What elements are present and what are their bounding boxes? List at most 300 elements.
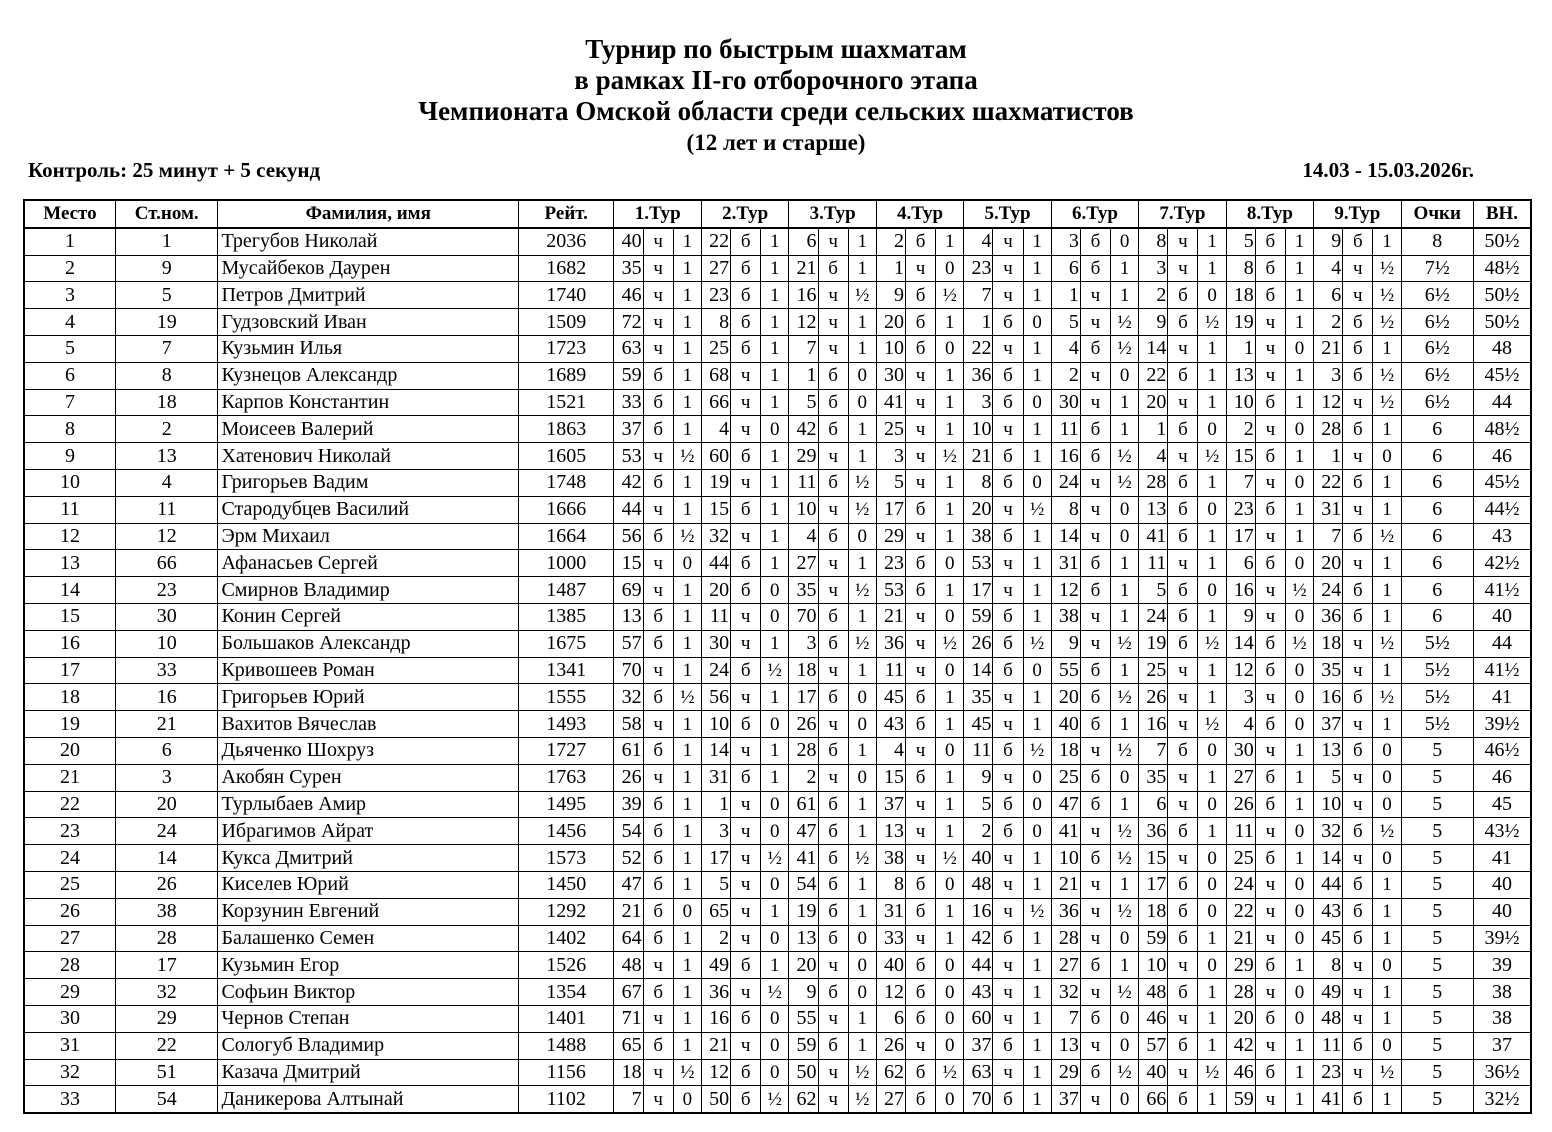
color-cell: ч xyxy=(1255,898,1285,925)
color-cell: ч xyxy=(1255,979,1285,1006)
opponent-cell: 38 xyxy=(964,523,993,550)
opponent-cell: 21 xyxy=(1226,925,1255,952)
place-cell: 25 xyxy=(24,871,115,898)
result-cell: 1 xyxy=(1373,871,1401,898)
opponent-cell: 31 xyxy=(1314,496,1343,523)
result-cell: ½ xyxy=(848,1059,876,1086)
result-cell: 1 xyxy=(848,1005,876,1032)
player-name-cell: Акобян Сурен xyxy=(218,764,519,791)
player-name-cell: Петров Дмитрий xyxy=(218,282,519,309)
result-cell: 0 xyxy=(1023,818,1051,845)
color-cell: б xyxy=(1343,684,1373,711)
result-cell: ½ xyxy=(848,469,876,496)
color-cell: б xyxy=(731,657,761,684)
opponent-cell: 24 xyxy=(1139,603,1168,630)
player-name-cell: Киселев Юрий xyxy=(218,871,519,898)
color-cell: б xyxy=(731,1059,761,1086)
player-name-cell: Смирнов Владимир xyxy=(218,577,519,604)
result-cell: 0 xyxy=(1198,845,1226,872)
opponent-cell: 6 xyxy=(1314,282,1343,309)
result-cell: 1 xyxy=(1285,1059,1313,1086)
opponent-cell: 27 xyxy=(701,255,730,282)
opponent-cell: 17 xyxy=(1226,523,1255,550)
result-cell: 1 xyxy=(1198,255,1226,282)
result-cell: ½ xyxy=(1023,496,1051,523)
color-cell: ч xyxy=(731,389,761,416)
buchholz-cell: 38 xyxy=(1473,1005,1531,1032)
opponent-cell: 32 xyxy=(1051,979,1080,1006)
color-cell: б xyxy=(818,845,848,872)
opponent-cell: 11 xyxy=(964,737,993,764)
opponent-cell: 1 xyxy=(1051,282,1080,309)
color-cell: ч xyxy=(1343,282,1373,309)
opponent-cell: 25 xyxy=(701,335,730,362)
opponent-cell: 40 xyxy=(876,952,905,979)
result-cell: 1 xyxy=(1285,523,1313,550)
place-cell: 2 xyxy=(24,255,115,282)
points-cell: 5 xyxy=(1401,737,1473,764)
player-name-cell: Кривошеев Роман xyxy=(218,657,519,684)
opponent-cell: 67 xyxy=(614,979,643,1006)
color-cell: ч xyxy=(905,416,935,443)
color-cell: ч xyxy=(643,952,673,979)
opponent-cell: 36 xyxy=(1051,898,1080,925)
result-cell: ½ xyxy=(1373,282,1401,309)
rating-cell: 1385 xyxy=(519,603,614,630)
result-cell: ½ xyxy=(936,845,964,872)
start-no-cell: 30 xyxy=(115,603,218,630)
color-cell: ч xyxy=(993,496,1023,523)
result-cell: 1 xyxy=(761,523,789,550)
color-cell: ч xyxy=(1080,1032,1110,1059)
opponent-cell: 49 xyxy=(1314,979,1343,1006)
opponent-cell: 47 xyxy=(1051,791,1080,818)
start-no-cell: 19 xyxy=(115,309,218,336)
color-cell: б xyxy=(1343,469,1373,496)
result-cell: 0 xyxy=(1285,979,1313,1006)
buchholz-cell: 45 xyxy=(1473,791,1531,818)
color-cell: б xyxy=(1255,550,1285,577)
buchholz-cell: 45½ xyxy=(1473,362,1531,389)
result-cell: ½ xyxy=(673,443,701,470)
result-cell: 1 xyxy=(673,630,701,657)
opponent-cell: 33 xyxy=(614,389,643,416)
rating-cell: 1740 xyxy=(519,282,614,309)
color-cell: б xyxy=(1080,255,1110,282)
opponent-cell: 11 xyxy=(876,657,905,684)
result-cell: ½ xyxy=(673,1059,701,1086)
color-cell: б xyxy=(1168,469,1198,496)
title-line-4: (12 лет и старше) xyxy=(686,130,866,155)
color-cell: ч xyxy=(993,416,1023,443)
color-cell: б xyxy=(993,603,1023,630)
opponent-cell: 15 xyxy=(701,496,730,523)
opponent-cell: 21 xyxy=(789,255,818,282)
result-cell: 1 xyxy=(1198,1086,1226,1113)
result-cell: ½ xyxy=(1373,362,1401,389)
result-cell: 0 xyxy=(1023,309,1051,336)
opponent-cell: 48 xyxy=(614,952,643,979)
table-row xyxy=(24,1032,1531,1059)
color-cell: ч xyxy=(818,550,848,577)
opponent-cell: 6 xyxy=(876,1005,905,1032)
opponent-cell: 9 xyxy=(789,979,818,1006)
result-cell: ½ xyxy=(1285,577,1313,604)
opponent-cell: 9 xyxy=(964,764,993,791)
place-cell: 30 xyxy=(24,1005,115,1032)
color-cell: б xyxy=(818,523,848,550)
result-cell: 1 xyxy=(1111,282,1139,309)
color-cell: б xyxy=(643,791,673,818)
color-cell: б xyxy=(1343,309,1373,336)
result-cell: 0 xyxy=(936,1086,964,1113)
color-cell: ч xyxy=(1255,335,1285,362)
color-cell: ч xyxy=(818,764,848,791)
color-cell: б xyxy=(818,255,848,282)
result-cell: 0 xyxy=(1198,871,1226,898)
result-cell: 0 xyxy=(1285,416,1313,443)
place-cell: 23 xyxy=(24,818,115,845)
opponent-cell: 32 xyxy=(1314,818,1343,845)
result-cell: 1 xyxy=(673,979,701,1006)
table-row xyxy=(24,389,1531,416)
result-cell: 0 xyxy=(761,871,789,898)
color-cell: ч xyxy=(1255,577,1285,604)
result-cell: 1 xyxy=(936,469,964,496)
points-cell: 5 xyxy=(1401,925,1473,952)
result-cell: 1 xyxy=(1198,362,1226,389)
opponent-cell: 24 xyxy=(1226,871,1255,898)
result-cell: 0 xyxy=(848,711,876,738)
result-cell: ½ xyxy=(1111,335,1139,362)
opponent-cell: 5 xyxy=(1314,764,1343,791)
opponent-cell: 63 xyxy=(964,1059,993,1086)
color-cell: ч xyxy=(993,845,1023,872)
color-cell: ч xyxy=(1168,255,1198,282)
opponent-cell: 20 xyxy=(1139,389,1168,416)
result-cell: 1 xyxy=(761,737,789,764)
buchholz-cell: 40 xyxy=(1473,871,1531,898)
opponent-cell: 14 xyxy=(1139,335,1168,362)
place-cell: 22 xyxy=(24,791,115,818)
result-cell: 1 xyxy=(936,791,964,818)
color-cell: ч xyxy=(818,952,848,979)
color-cell: б xyxy=(1343,577,1373,604)
result-cell: 1 xyxy=(673,952,701,979)
opponent-cell: 2 xyxy=(701,925,730,952)
color-cell: ч xyxy=(1080,979,1110,1006)
color-cell: ч xyxy=(993,871,1023,898)
color-cell: б xyxy=(643,1032,673,1059)
result-cell: ½ xyxy=(1373,523,1401,550)
place-cell: 13 xyxy=(24,550,115,577)
color-cell: б xyxy=(1168,416,1198,443)
opponent-cell: 8 xyxy=(1051,496,1080,523)
color-cell: ч xyxy=(818,1059,848,1086)
color-cell: ч xyxy=(1168,1059,1198,1086)
opponent-cell: 13 xyxy=(1226,362,1255,389)
color-cell: б xyxy=(643,684,673,711)
opponent-cell: 55 xyxy=(789,1005,818,1032)
result-cell: 0 xyxy=(936,1005,964,1032)
opponent-cell: 16 xyxy=(1226,577,1255,604)
place-cell: 10 xyxy=(24,469,115,496)
col-round-3: 3.Тур xyxy=(789,200,876,228)
color-cell: ч xyxy=(905,523,935,550)
result-cell: 1 xyxy=(761,764,789,791)
opponent-cell: 7 xyxy=(614,1086,643,1113)
opponent-cell: 12 xyxy=(789,309,818,336)
result-cell: 1 xyxy=(1023,282,1051,309)
place-cell: 9 xyxy=(24,443,115,470)
opponent-cell: 7 xyxy=(1314,523,1343,550)
opponent-cell: 21 xyxy=(964,443,993,470)
opponent-cell: 25 xyxy=(1051,764,1080,791)
opponent-cell: 41 xyxy=(1314,1086,1343,1113)
opponent-cell: 8 xyxy=(701,309,730,336)
opponent-cell: 42 xyxy=(1226,1032,1255,1059)
buchholz-cell: 36½ xyxy=(1473,1059,1531,1086)
opponent-cell: 38 xyxy=(876,845,905,872)
result-cell: 1 xyxy=(761,550,789,577)
color-cell: б xyxy=(1080,845,1110,872)
color-cell: б xyxy=(993,469,1023,496)
result-cell: 1 xyxy=(848,550,876,577)
opponent-cell: 35 xyxy=(789,577,818,604)
opponent-cell: 10 xyxy=(964,416,993,443)
opponent-cell: 3 xyxy=(1314,362,1343,389)
color-cell: б xyxy=(1168,818,1198,845)
col-round-9: 9.Тур xyxy=(1314,200,1401,228)
color-cell: б xyxy=(643,845,673,872)
opponent-cell: 53 xyxy=(614,443,643,470)
result-cell: 1 xyxy=(673,416,701,443)
result-cell: 1 xyxy=(1285,496,1313,523)
result-cell: 1 xyxy=(848,255,876,282)
result-cell: 1 xyxy=(1023,952,1051,979)
color-cell: ч xyxy=(1343,496,1373,523)
table-row xyxy=(24,952,1531,979)
opponent-cell: 32 xyxy=(614,684,643,711)
opponent-cell: 37 xyxy=(964,1032,993,1059)
result-cell: 1 xyxy=(1285,362,1313,389)
buchholz-cell: 46 xyxy=(1473,443,1531,470)
result-cell: 1 xyxy=(673,711,701,738)
opponent-cell: 62 xyxy=(876,1059,905,1086)
color-cell: б xyxy=(1080,577,1110,604)
color-cell: б xyxy=(731,255,761,282)
buchholz-cell: 46 xyxy=(1473,764,1531,791)
result-cell: 0 xyxy=(1111,523,1139,550)
opponent-cell: 11 xyxy=(1051,416,1080,443)
color-cell: б xyxy=(993,737,1023,764)
result-cell: 1 xyxy=(673,764,701,791)
result-cell: ½ xyxy=(1373,1059,1401,1086)
opponent-cell: 56 xyxy=(614,523,643,550)
result-cell: ½ xyxy=(1198,443,1226,470)
place-cell: 1 xyxy=(24,228,115,255)
opponent-cell: 3 xyxy=(1051,228,1080,255)
color-cell: ч xyxy=(905,443,935,470)
opponent-cell: 5 xyxy=(876,469,905,496)
result-cell: 0 xyxy=(1285,818,1313,845)
points-cell: 6 xyxy=(1401,550,1473,577)
color-cell: б xyxy=(643,389,673,416)
opponent-cell: 2 xyxy=(789,764,818,791)
color-cell: б xyxy=(1255,1059,1285,1086)
rating-cell: 1292 xyxy=(519,898,614,925)
opponent-cell: 3 xyxy=(701,818,730,845)
buchholz-cell: 48½ xyxy=(1473,255,1531,282)
opponent-cell: 5 xyxy=(1139,577,1168,604)
color-cell: ч xyxy=(731,845,761,872)
color-cell: ч xyxy=(1080,389,1110,416)
player-name-cell: Кузьмин Илья xyxy=(218,335,519,362)
result-cell: 1 xyxy=(1023,979,1051,1006)
result-cell: ½ xyxy=(1111,469,1139,496)
color-cell: ч xyxy=(818,1005,848,1032)
title-line-3: Чемпионата Омской области среди сельских шахматистов xyxy=(418,96,1134,126)
result-cell: 1 xyxy=(1285,282,1313,309)
color-cell: ч xyxy=(993,550,1023,577)
opponent-cell: 1 xyxy=(876,255,905,282)
color-cell: б xyxy=(905,1059,935,1086)
rating-cell: 1682 xyxy=(519,255,614,282)
result-cell: 1 xyxy=(673,255,701,282)
table-row xyxy=(24,711,1531,738)
result-cell: 1 xyxy=(936,309,964,336)
opponent-cell: 3 xyxy=(964,389,993,416)
opponent-cell: 36 xyxy=(701,979,730,1006)
result-cell: 1 xyxy=(1285,255,1313,282)
opponent-cell: 9 xyxy=(1139,309,1168,336)
start-no-cell: 16 xyxy=(115,684,218,711)
player-name-cell: Трегубов Николай xyxy=(218,228,519,255)
opponent-cell: 20 xyxy=(701,577,730,604)
result-cell: 1 xyxy=(1023,362,1051,389)
start-no-cell: 38 xyxy=(115,898,218,925)
color-cell: ч xyxy=(905,469,935,496)
rating-cell: 1723 xyxy=(519,335,614,362)
color-cell: ч xyxy=(643,577,673,604)
opponent-cell: 39 xyxy=(614,791,643,818)
color-cell: ч xyxy=(993,979,1023,1006)
result-cell: 1 xyxy=(848,335,876,362)
points-cell: 6 xyxy=(1401,603,1473,630)
result-cell: 1 xyxy=(848,818,876,845)
color-cell: б xyxy=(905,309,935,336)
place-cell: 16 xyxy=(24,630,115,657)
opponent-cell: 47 xyxy=(614,871,643,898)
start-no-cell: 4 xyxy=(115,469,218,496)
points-cell: 6½ xyxy=(1401,389,1473,416)
table-row xyxy=(24,443,1531,470)
rating-cell: 1354 xyxy=(519,979,614,1006)
opponent-cell: 10 xyxy=(701,711,730,738)
opponent-cell: 27 xyxy=(1226,764,1255,791)
color-cell: ч xyxy=(993,684,1023,711)
result-cell: 1 xyxy=(1373,335,1401,362)
col-round-1: 1.Тур xyxy=(614,200,701,228)
opponent-cell: 28 xyxy=(1051,925,1080,952)
opponent-cell: 11 xyxy=(1226,818,1255,845)
opponent-cell: 59 xyxy=(614,362,643,389)
result-cell: 1 xyxy=(1111,577,1139,604)
color-cell: ч xyxy=(643,711,673,738)
result-cell: 1 xyxy=(1198,550,1226,577)
place-cell: 28 xyxy=(24,952,115,979)
color-cell: б xyxy=(1080,1059,1110,1086)
color-cell: ч xyxy=(1168,845,1198,872)
opponent-cell: 14 xyxy=(701,737,730,764)
result-cell: 1 xyxy=(1111,603,1139,630)
place-cell: 21 xyxy=(24,764,115,791)
result-cell: 1 xyxy=(673,362,701,389)
rating-cell: 1495 xyxy=(519,791,614,818)
color-cell: ч xyxy=(1343,711,1373,738)
opponent-cell: 23 xyxy=(876,550,905,577)
result-cell: 0 xyxy=(1373,443,1401,470)
col-buchholz: ВН. xyxy=(1473,200,1531,228)
color-cell: ч xyxy=(731,469,761,496)
color-cell: б xyxy=(905,684,935,711)
color-cell: ч xyxy=(1255,818,1285,845)
color-cell: ч xyxy=(1080,871,1110,898)
player-name-cell: Софьин Виктор xyxy=(218,979,519,1006)
buchholz-cell: 44 xyxy=(1473,630,1531,657)
result-cell: 1 xyxy=(936,416,964,443)
result-cell: ½ xyxy=(1111,443,1139,470)
opponent-cell: 16 xyxy=(701,1005,730,1032)
color-cell: ч xyxy=(1080,818,1110,845)
opponent-cell: 36 xyxy=(1139,818,1168,845)
opponent-cell: 4 xyxy=(1139,443,1168,470)
col-rating: Рейт. xyxy=(519,200,614,228)
result-cell: ½ xyxy=(1373,818,1401,845)
result-cell: 0 xyxy=(673,550,701,577)
opponent-cell: 37 xyxy=(1314,711,1343,738)
start-no-cell: 2 xyxy=(115,416,218,443)
color-cell: ч xyxy=(1168,684,1198,711)
color-cell: б xyxy=(1255,255,1285,282)
opponent-cell: 16 xyxy=(1314,684,1343,711)
color-cell: б xyxy=(818,979,848,1006)
result-cell: 1 xyxy=(1198,1005,1226,1032)
color-cell: б xyxy=(993,523,1023,550)
result-cell: 1 xyxy=(673,603,701,630)
opponent-cell: 68 xyxy=(701,362,730,389)
opponent-cell: 35 xyxy=(1314,657,1343,684)
result-cell: 1 xyxy=(1285,845,1313,872)
result-cell: 1 xyxy=(761,898,789,925)
opponent-cell: 23 xyxy=(701,282,730,309)
color-cell: ч xyxy=(731,791,761,818)
result-cell: 1 xyxy=(1373,228,1401,255)
player-name-cell: Чернов Степан xyxy=(218,1005,519,1032)
result-cell: 1 xyxy=(1111,711,1139,738)
color-cell: ч xyxy=(1168,764,1198,791)
table-row xyxy=(24,818,1531,845)
player-name-cell: Дьяченко Шохруз xyxy=(218,737,519,764)
opponent-cell: 19 xyxy=(701,469,730,496)
table-row xyxy=(24,737,1531,764)
buchholz-cell: 39½ xyxy=(1473,711,1531,738)
result-cell: ½ xyxy=(1198,711,1226,738)
result-cell: 0 xyxy=(1373,952,1401,979)
opponent-cell: 2 xyxy=(1314,309,1343,336)
player-name-cell: Большаков Александр xyxy=(218,630,519,657)
rating-cell: 1689 xyxy=(519,362,614,389)
